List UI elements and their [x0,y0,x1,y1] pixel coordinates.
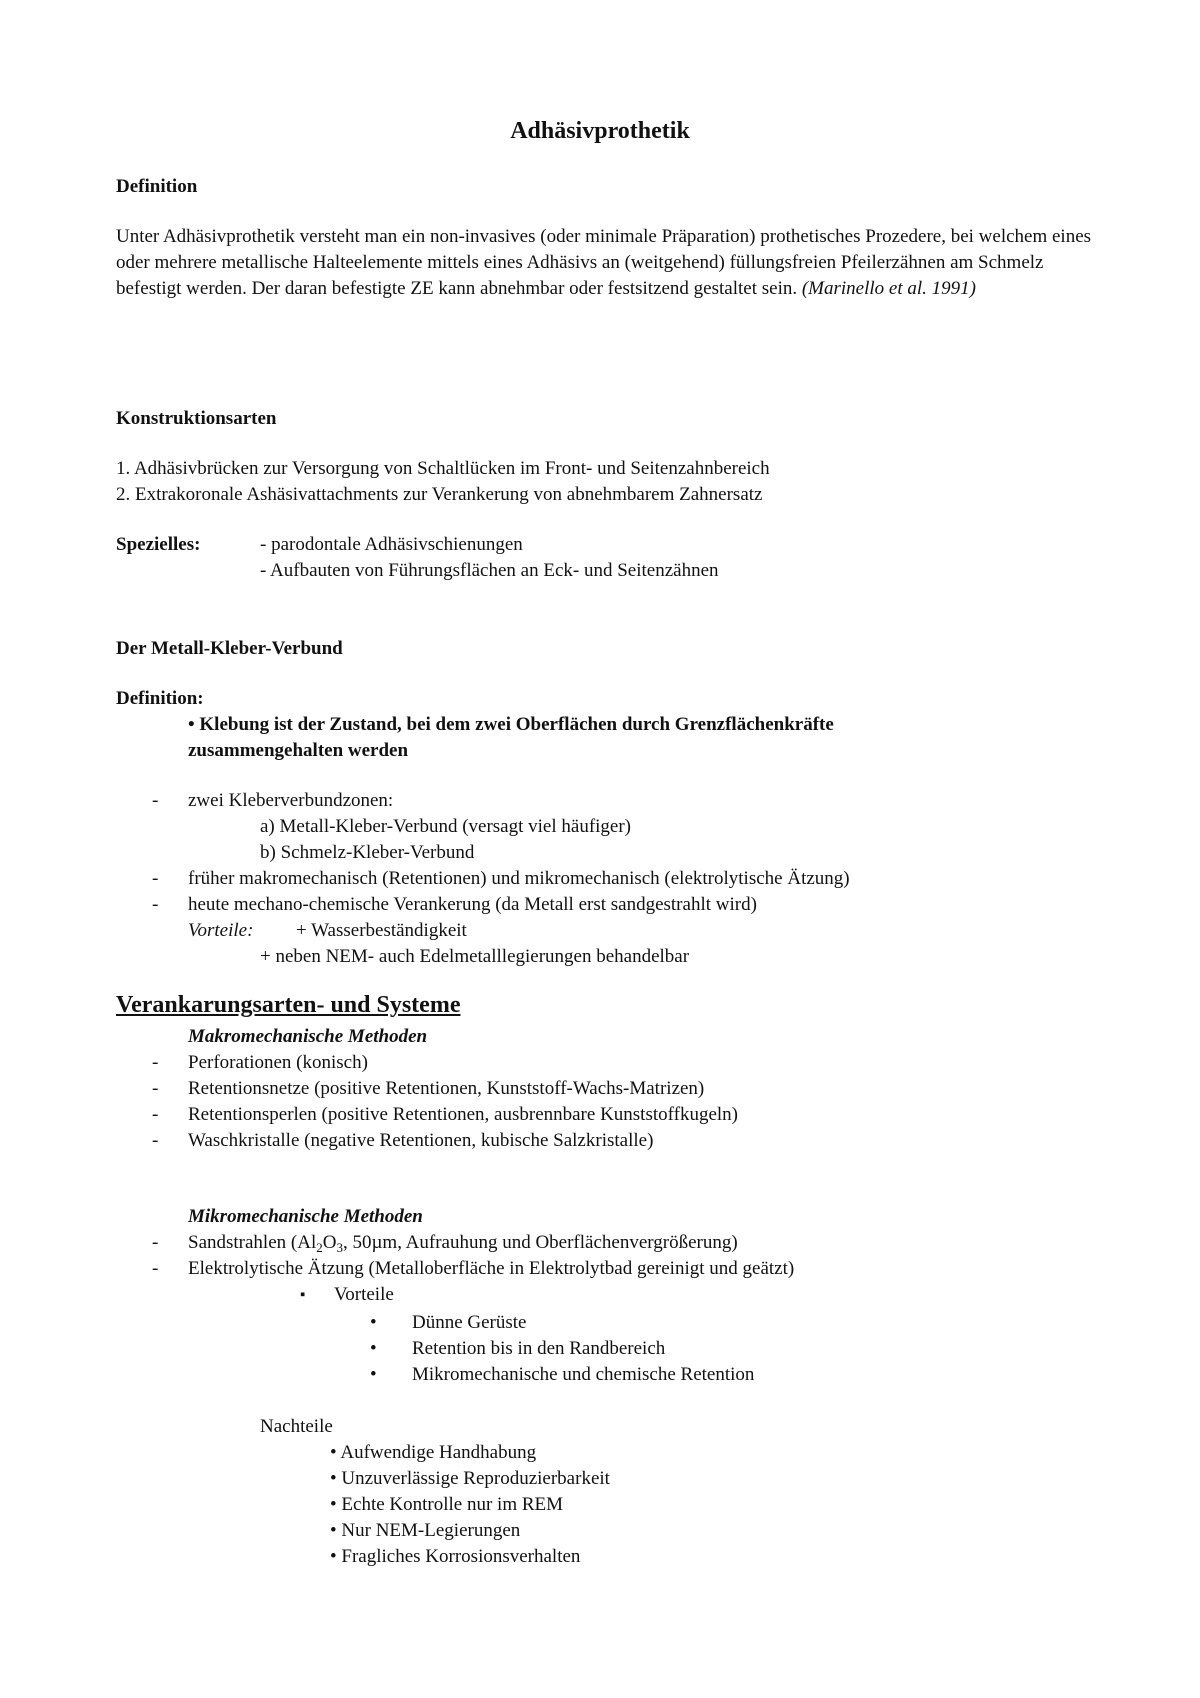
list-dash: - [152,1078,159,1099]
list-dash: - [152,790,159,811]
verbund-definition-line-2: zusammengehalten werden [188,740,409,761]
list-dash: - [152,1130,159,1151]
sand-text-post: , 50µm, Aufrauhung und Oberflächenvergrößerung) [342,1232,738,1253]
bullet-dot-icon: • [370,1364,377,1385]
nachteil-4: • Nur NEM-Legierungen [330,1520,521,1541]
mikro-aetzung: Elektrolytische Ätzung (Metalloberfläche in Elektrolytbad gereinigt und geätzt) [188,1258,795,1279]
list-dash: - [152,868,159,889]
sand-text-pre: Sandstrahlen (Al [188,1232,317,1253]
nachteil-1: • Aufwendige Handhabung [330,1442,537,1463]
verbund-heute: heute mechano-chemische Verankerung (da Metall erst sandgestrahlt wird) [188,894,757,915]
nachteil-3: • Echte Kontrolle nur im REM [330,1494,564,1515]
bullet-dot-icon: • [370,1338,377,1359]
mikro-sandstrahlen [188,1230,738,1256]
bullet-dot-icon: • [370,1312,377,1333]
nachteil-2: • Unzuverlässige Reproduzierbarkeit [330,1468,610,1489]
spezielles-item-2: - Aufbauten von Führungsflächen an Eck- und Seitenzähnen [260,560,719,581]
makro-item-4: Waschkristalle (negative Retentionen, kubische Salzkristalle) [188,1130,654,1151]
verbund-vorteil-1: + Wasserbeständigkeit [296,920,467,941]
konstruktion-item-1: 1. Adhäsivbrücken zur Versorgung von Schaltlücken im Front- und Seitenzahnbereich [116,458,770,479]
list-dash: - [152,1232,159,1253]
definition-citation: (Marinello et al. 1991) [801,278,976,299]
nachteile-label: Nachteile [260,1416,333,1437]
mikro-vorteil-1: Dünne Gerüste [412,1312,527,1333]
spezielles-item-1: - parodontale Adhäsivschienungen [260,534,523,555]
sand-sub-2: 3 [336,1240,343,1255]
mikro-vorteil-2: Retention bis in den Randbereich [412,1338,666,1359]
mikro-vorteil-3: Mikromechanische und chemische Retention [412,1364,755,1385]
mikro-heading: Mikromechanische Methoden [188,1206,423,1227]
verbund-vorteile-label: Vorteile: [188,920,254,941]
verbund-zones: zwei Kleberverbundzonen: [188,790,394,811]
spezielles-label: Spezielles: [116,534,201,555]
definition-paragraph [116,224,1096,302]
page-title: Adhäsivprothetik [510,118,690,144]
list-dash: - [152,1258,159,1279]
verbund-definition-label: Definition: [116,688,204,709]
mikro-vorteile-label: Vorteile [334,1284,394,1305]
makro-heading: Makromechanische Methoden [188,1026,428,1047]
konstruktion-item-2: 2. Extrakoronale Ashäsivattachments zur Verankerung von abnehmbarem Zahnersatz [116,484,763,505]
verbund-zone-a: a) Metall-Kleber-Verbund (versagt viel häufiger) [260,816,632,837]
list-dash: - [152,894,159,915]
square-bullet-icon: ▪ [300,1287,306,1303]
verbund-heading: Der Metall-Kleber-Verbund [116,638,343,659]
nachteil-5: • Fragliches Korrosionsverhalten [330,1546,581,1567]
definition-heading: Definition [116,176,198,197]
makro-item-1: Perforationen (konisch) [188,1052,368,1073]
verbund-frueher: früher makromechanisch (Retentionen) und mikromechanisch (elektrolytische Ätzung) [188,868,850,889]
sand-text-mid: O [322,1232,337,1253]
list-dash: - [152,1052,159,1073]
konstruktion-heading: Konstruktionsarten [116,408,277,429]
sand-sub-1: 2 [316,1240,323,1255]
list-dash: - [152,1104,159,1125]
makro-item-2: Retentionsnetze (positive Retentionen, Kunststoff-Wachs-Matrizen) [188,1078,705,1099]
verbund-vorteil-2: + neben NEM- auch Edelmetalllegierungen behandelbar [260,946,690,967]
verankerung-heading: Verankarungsarten- und Systeme [116,992,461,1018]
verbund-definition-line-1: • Klebung ist der Zustand, bei dem zwei Oberflächen durch Grenzflächenkräfte [188,714,834,735]
verbund-zone-b: b) Schmelz-Kleber-Verbund [260,842,475,863]
makro-item-3: Retentionsperlen (positive Retentionen, ausbrennbare Kunststoffkugeln) [188,1104,738,1125]
definition-text: Unter Adhäsivprothetik versteht man ein non-invasives (oder minimale Präparation) prothetisches Prozedere, bei welchem eines oder mehrere metallische Halteelemente mittels eines Adhäsivs an (weitgehend) füllungsfreien Pfeilerzähnen am Schmelz befestigt werden. Der daran befestigte ZE kann abnehmbar oder festsitzend gestaltet sein. [116,226,1092,299]
